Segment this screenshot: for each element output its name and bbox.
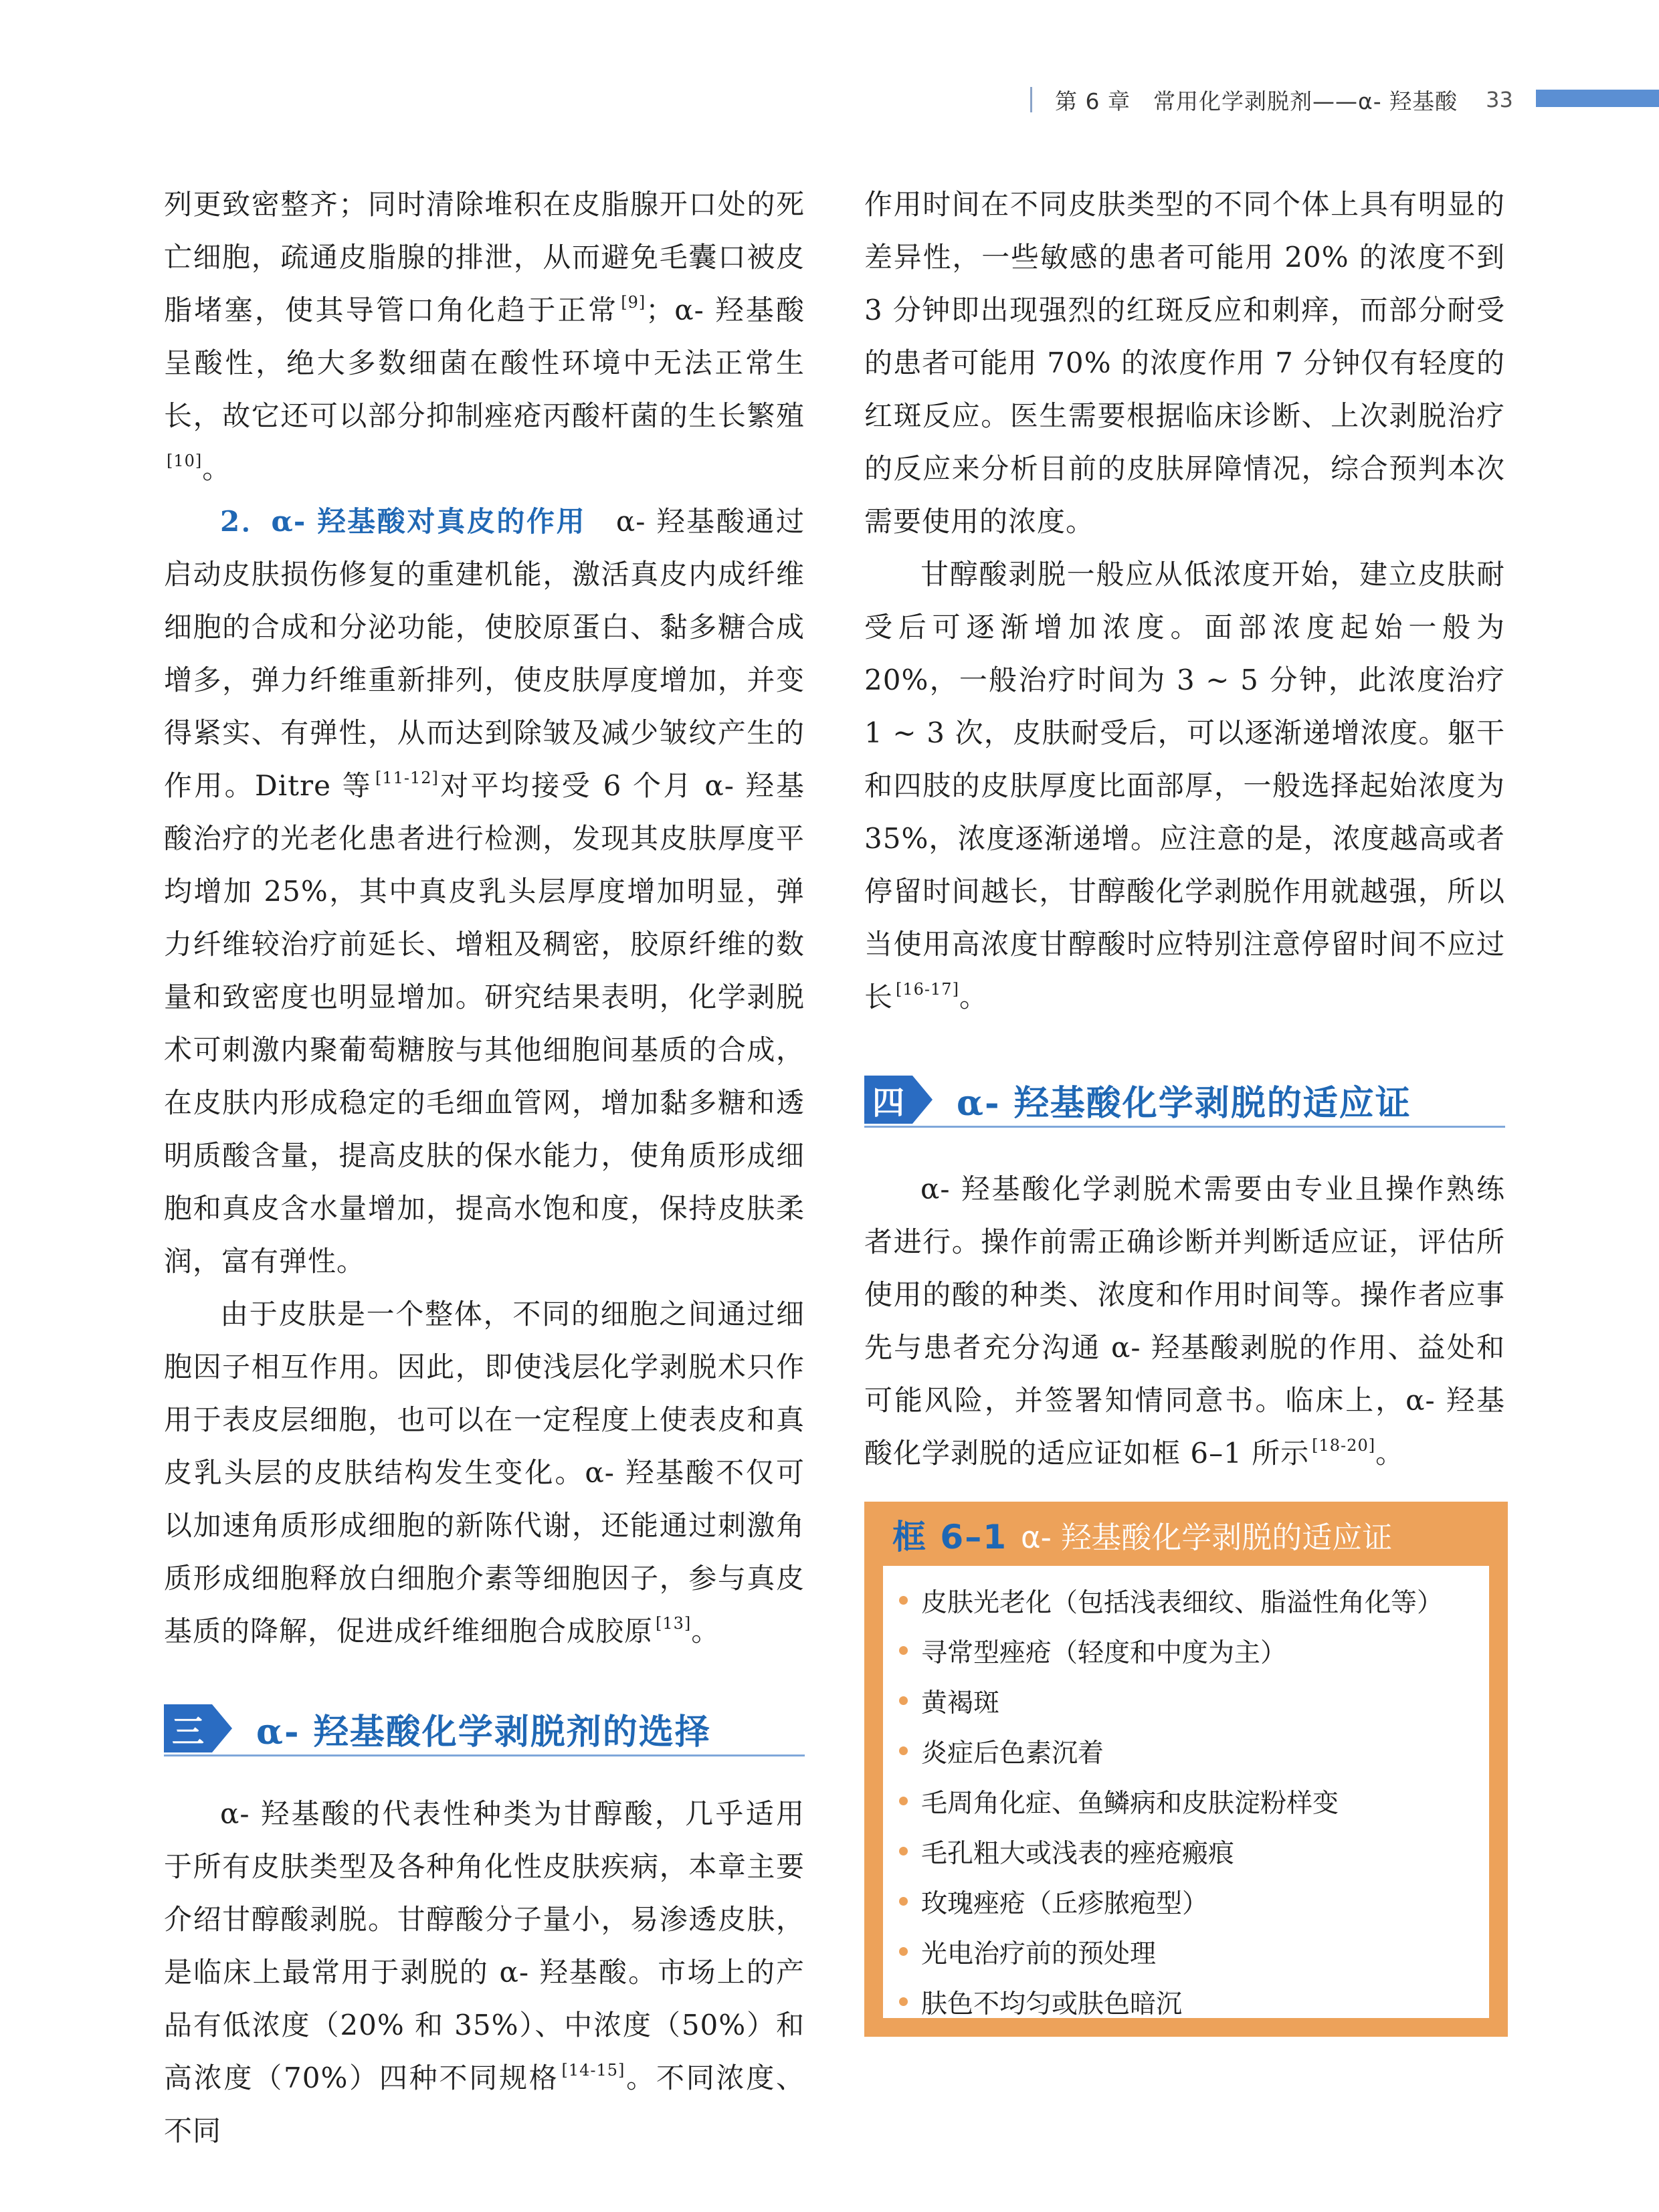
list-item: 玫瑰痤疮（丘疹脓疱型） [899,1876,1489,1926]
list-item: 光电治疗前的预处理 [899,1926,1489,1977]
bullet-icon [899,1596,908,1605]
box-label: 框 6–1 [892,1518,1007,1556]
bullet-icon [899,1696,908,1705]
paragraph: α- 羟基酸化学剥脱术需要由专业且操作熟练者进行。操作前需正确诊断并判断适应证，评估所使用的酸的种类、浓度和作用时间等。操作者应事先与患者充分沟通 α- 羟基酸剥脱的作用、益处和可能风险，并签署知情同意书。临床上，α- 羟基酸化学剥脱的适应证如框 6–1 所示 [18-20]。 [864,1173,1505,1470]
list-item: 黄褐斑 [899,1676,1489,1726]
indications-list [883,1566,1489,2027]
section-number: 三 [164,1704,212,1752]
bullet-icon [899,1897,908,1906]
citation: [18-20] [1312,1436,1376,1455]
arrow-icon [212,1704,232,1752]
bullet-icon [899,1746,908,1755]
left-column [164,178,805,2157]
section-heading-3 [164,1699,805,1758]
section-underline [864,1126,1505,1128]
citation: [16-17] [896,980,959,999]
bullet-icon [899,1646,908,1655]
box-header [864,1502,1508,1567]
bullet-icon [899,1797,908,1805]
paragraph: α- 羟基酸的代表性种类为甘醇酸，几乎适用于所有皮肤类型及各种角化性皮肤疾病，本章主要介绍甘醇酸剥脱。甘醇酸分子量小，易渗透皮肤，是临床上最常用于剥脱的 α- 羟基酸。市场上的产品有低浓度（20% 和 35%）、中浓度（50%）和高浓度（70%）四种不同规格 [14-15]。不同浓度、不同 [164,1797,805,2147]
paragraph: 2．α- 羟基酸对真皮的作用 α- 羟基酸通过启动皮肤损伤修复的重建机能，激活真皮内成纤维细胞的合成和分泌功能，使胶原蛋白、黏多糖合成增多，弹力纤维重新排列，使皮肤厚度增加，并变得紧实、有弹性，从而达到除皱及减少皱纹产生的作用。Ditre 等 [11-12]对平均接受 6 个月 α- 羟基酸治疗的光老化患者进行检测，发现其皮肤厚度平均增加 25%，其中真皮乳头层厚度增加明显，弹力纤维较治疗前延长、增粗及稠密，胶原纤维的数量和致密度也明显增加。研究结果表明，化学剥脱术可刺激内聚葡萄糖胺与其他细胞间基质的合成，在皮肤内形成稳定的毛细血管网，增加黏多糖和透明质酸含量，提高皮肤的保水能力，使角质形成细胞和真皮含水量增加，提高水饱和度，保持皮肤柔润，富有弹性。 [164,505,805,1278]
citation: [11-12] [375,769,439,787]
paragraph: 由于皮肤是一个整体，不同的细胞之间通过细胞因子相互作用。因此，即使浅层化学剥脱术只作用于表皮层细胞，也可以在一定程度上使表皮和真皮乳头层的皮肤结构发生变化。α- 羟基酸不仅可以加速角质形成细胞的新陈代谢，还能通过刺激角质形成细胞释放白细胞介素等细胞因子，参与真皮基质的降解，促进成纤维细胞合成胶原 [13]。 [164,1298,805,1647]
page-number: 33 [1486,87,1513,112]
chapter-title: 第 6 章 常用化学剥脱剂——α- 羟基酸 [1055,88,1458,114]
citation: [10] [167,451,203,470]
subsection-heading: 2．α- 羟基酸对真皮的作用 [220,505,587,538]
arrow-icon [912,1076,933,1124]
list-item: 寻常型痤疮（轻度和中度为主） [899,1625,1489,1676]
section-heading-4 [864,1070,1505,1129]
section-underline [164,1754,805,1756]
list-item: 皮肤光老化（包括浅表细纹、脂溢性角化等） [899,1575,1489,1625]
citation: [14-15] [561,2061,625,2080]
paragraph: 列更致密整齐；同时清除堆积在皮脂腺开口处的死亡细胞，疏通皮脂腺的排泄，从而避免毛囊口被皮脂堵塞，使其导管口角化趋于正常 [9]；α- 羟基酸呈酸性，绝大多数细菌在酸性环境中无法正常生长，故它还可以部分抑制痤疮丙酸杆菌的生长繁殖[10]。 [164,188,805,485]
header-accent-bar [1536,90,1659,107]
header-rule [1030,87,1032,112]
bullet-icon [899,1947,908,1956]
paragraph: 作用时间在不同皮肤类型的不同个体上具有明显的差异性，一些敏感的患者可能用 20% 的浓度不到 3 分钟即出现强烈的红斑反应和刺痒，而部分耐受的患者可能用 70% 的浓度作用 7 分钟仅有轻度的红斑反应。医生需要根据临床诊断、上次剥脱治疗的反应来分析目前的皮肤屏障情况，综合预判本次需要使用的浓度。 [864,188,1505,538]
box-body [883,1566,1489,2018]
citation: [9] [621,293,646,312]
list-item: 毛孔粗大或浅表的痤疮瘢痕 [899,1826,1489,1876]
right-column [864,178,1505,1480]
section-number: 四 [864,1076,912,1124]
paragraph: 甘醇酸剥脱一般应从低浓度开始，建立皮肤耐受后可逐渐增加浓度。面部浓度起始一般为 20%，一般治疗时间为 3 ~ 5 分钟，此浓度治疗 1 ~ 3 次，皮肤耐受后，可以逐渐递增浓度。躯干和四肢的皮肤厚度比面部厚，一般选择起始浓度为 35%，浓度逐渐递增。应注意的是，浓度越高或者停留时间越长，甘醇酸化学剥脱作用就越强，所以当使用高浓度甘醇酸时应特别注意停留时间不应过长 [16-17]。 [864,558,1505,1013]
bullet-icon [899,1997,908,2006]
list-item: 毛周角化症、鱼鳞病和皮肤淀粉样变 [899,1776,1489,1826]
bullet-icon [899,1847,908,1855]
indications-box [864,1502,1508,2037]
section-title: α- 羟基酸化学剥脱剂的选择 [256,1711,711,1752]
section-title: α- 羟基酸化学剥脱的适应证 [957,1082,1411,1124]
list-item: 炎症后色素沉着 [899,1726,1489,1776]
box-title: α- 羟基酸化学剥脱的适应证 [1021,1519,1393,1555]
citation: [13] [656,1614,692,1633]
running-header [1030,82,1513,118]
list-item: 肤色不均匀或肤色暗沉 [899,1977,1489,2027]
